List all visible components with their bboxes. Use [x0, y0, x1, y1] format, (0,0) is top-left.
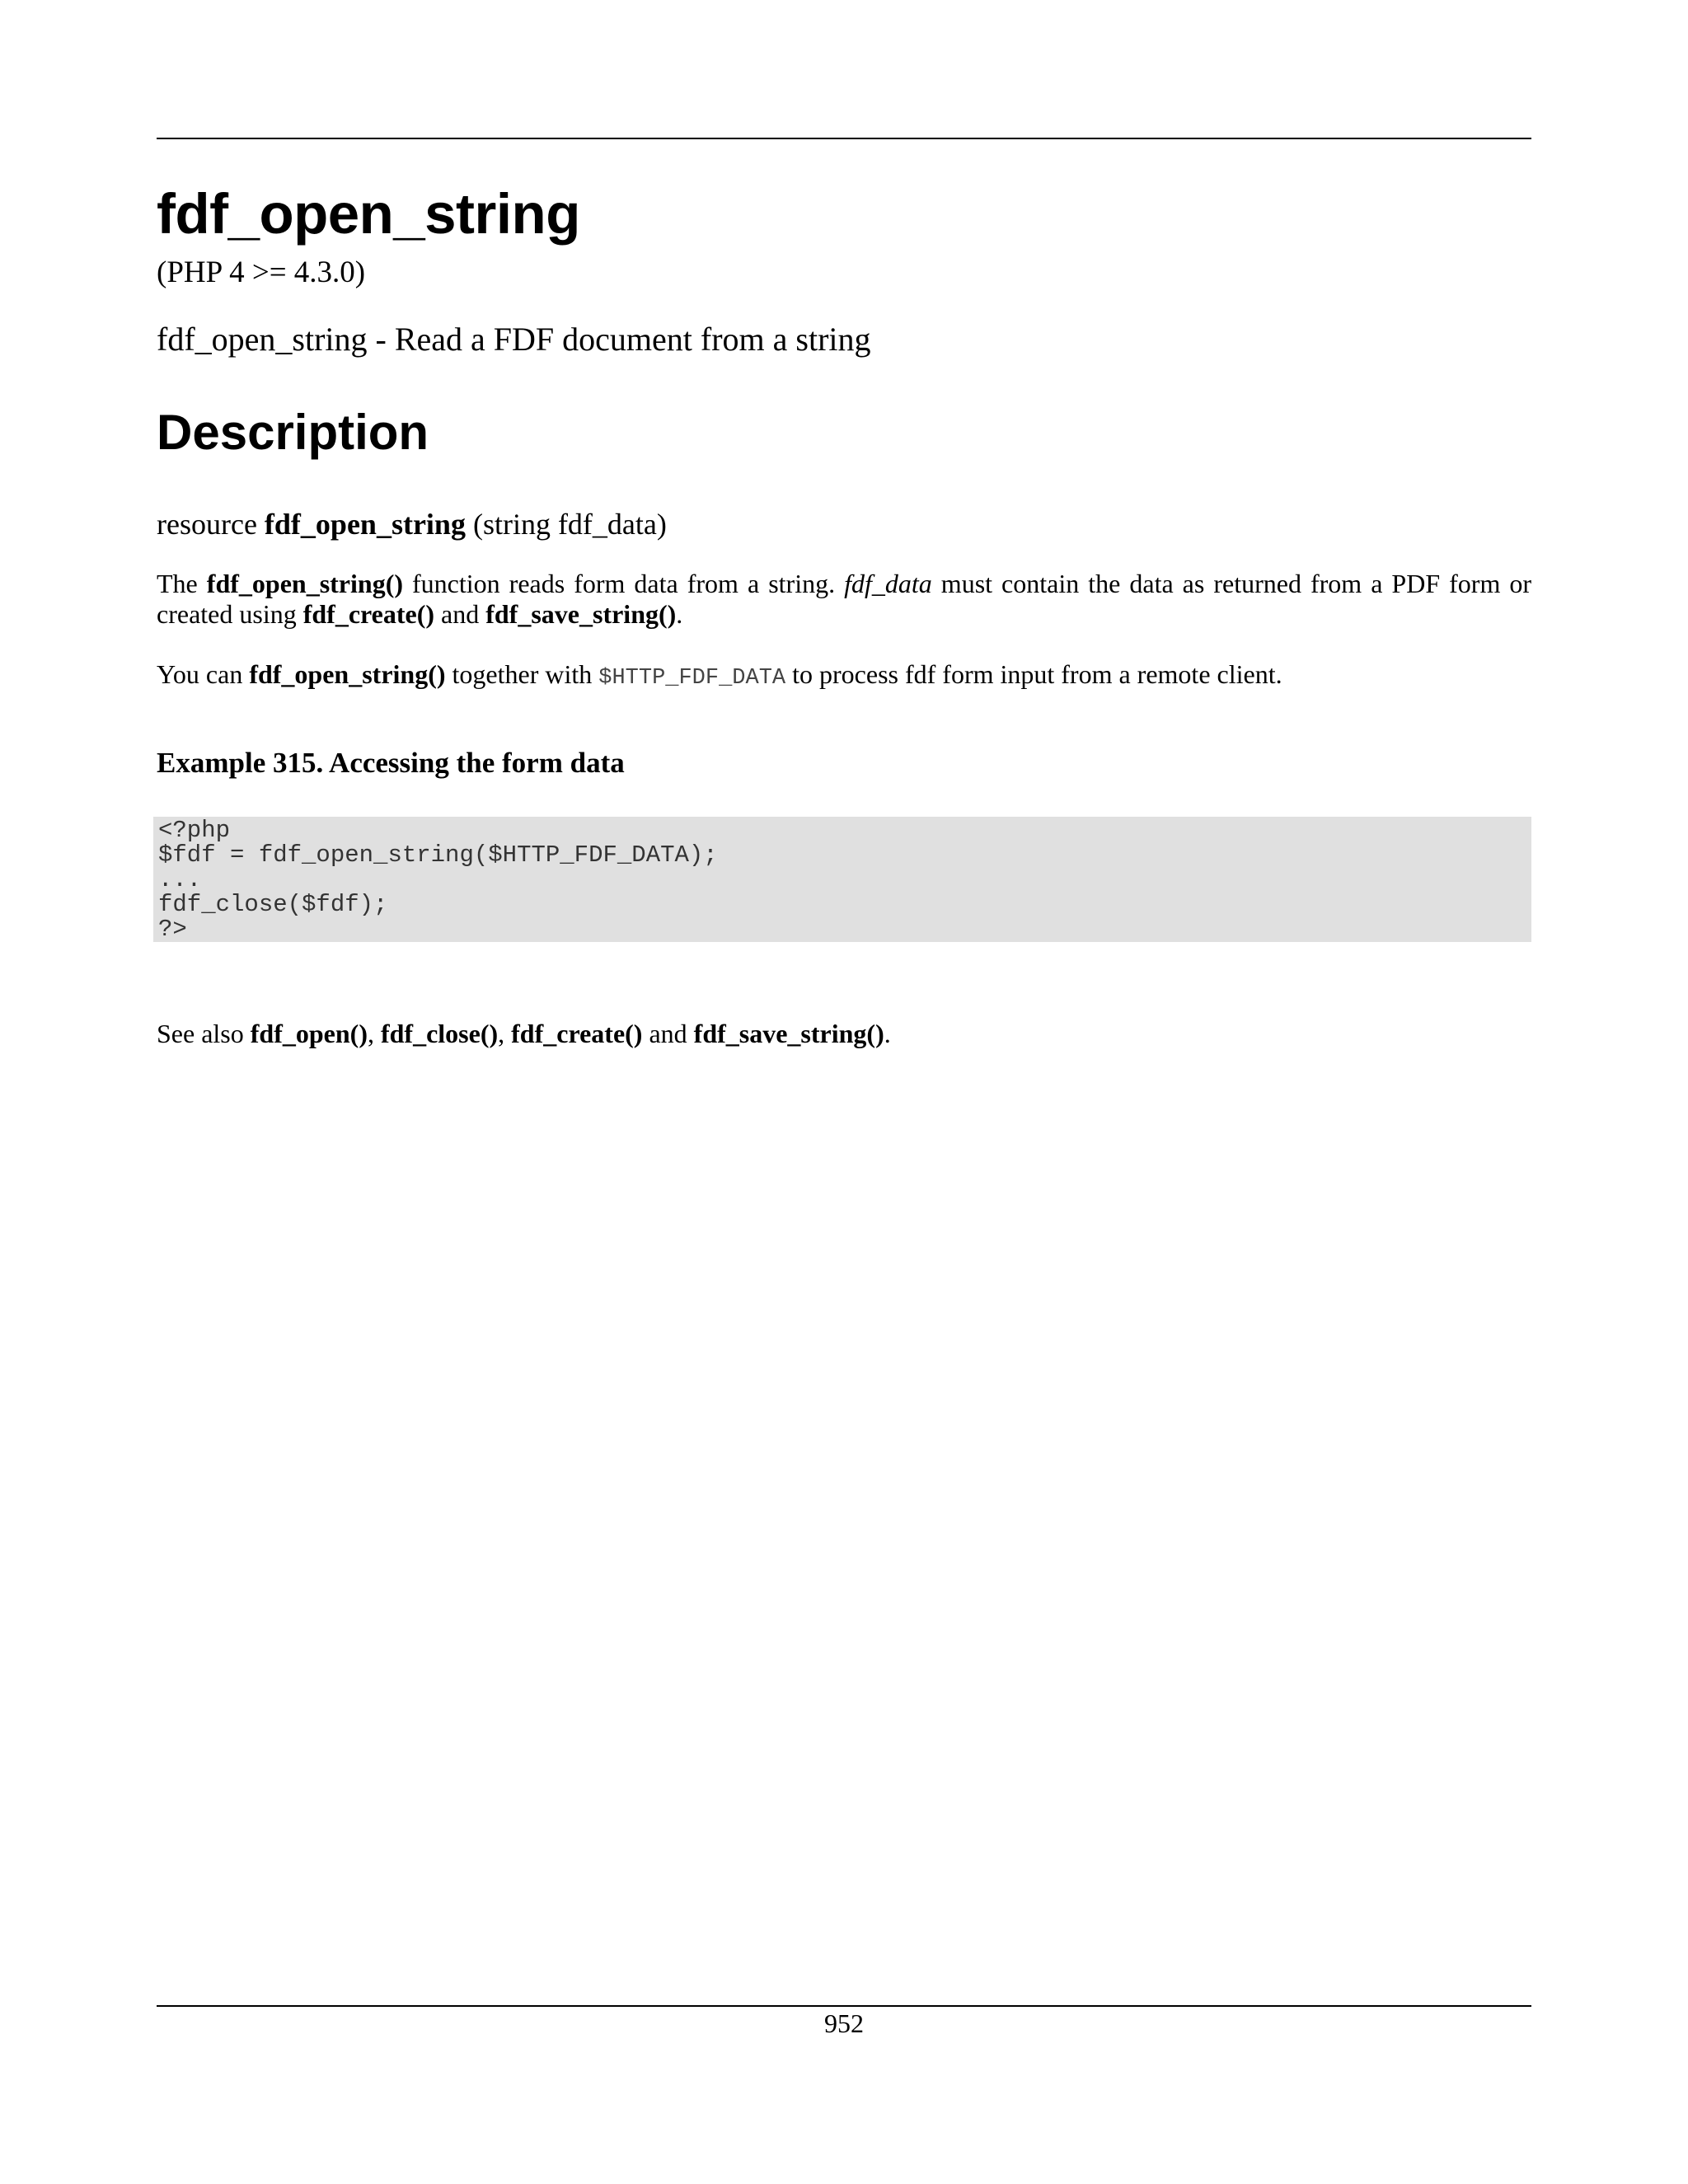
text: The: [157, 569, 207, 598]
text: You can: [157, 659, 250, 689]
header-rule: [157, 138, 1531, 139]
text: ,: [498, 1019, 512, 1048]
synopsis-params: (string fdf_data): [465, 508, 667, 541]
text: must contain the data as returned from a PDF form or created using: [157, 569, 1532, 629]
synopsis-function-name: fdf_open_string: [264, 508, 466, 541]
description-heading: Description: [157, 405, 429, 460]
text: and: [642, 1019, 694, 1048]
synopsis-return-type: resource: [157, 508, 265, 541]
variable-ref: $HTTP_FDF_DATA: [598, 666, 786, 691]
page-number: 952: [824, 2008, 864, 2038]
function-ref: fdf_open_string(): [249, 659, 446, 689]
code-listing: <?php $fdf = fdf_open_string($HTTP_FDF_DATA); ... fdf_close($fdf); ?>: [158, 817, 718, 943]
usage-paragraph: [157, 659, 1531, 694]
function-ref: fdf_create(): [511, 1019, 643, 1048]
function-ref: fdf_close(): [380, 1019, 499, 1048]
text: .: [884, 1019, 891, 1048]
code-example: [153, 817, 1531, 942]
text: See also: [157, 1019, 251, 1048]
function-ref: fdf_save_string(): [693, 1019, 884, 1048]
text: to process fdf form input from a remote client.: [785, 659, 1282, 689]
version-info: (PHP 4 >= 4.3.0): [157, 255, 366, 289]
description-paragraph: [157, 569, 1531, 630]
refpurpose: fdf_open_string - Read a FDF document from a string: [157, 321, 871, 358]
text: ,: [367, 1019, 381, 1048]
footer-rule: [157, 2005, 1531, 2007]
example-title: Example 315. Accessing the form data: [157, 747, 625, 779]
text: and: [434, 599, 486, 629]
text: .: [676, 599, 683, 629]
function-ref: fdf_create(): [302, 599, 435, 629]
function-ref: fdf_save_string(): [485, 599, 677, 629]
see-also-paragraph: [157, 1018, 891, 1049]
text: together with: [445, 659, 599, 689]
function-synopsis: [157, 507, 667, 542]
function-ref: fdf_open_string(): [206, 569, 403, 598]
parameter-ref: fdf_data: [844, 569, 932, 598]
function-ref: fdf_open(): [250, 1019, 368, 1048]
page-title: fdf_open_string: [157, 182, 580, 246]
text: function reads form data from a string.: [403, 569, 845, 598]
